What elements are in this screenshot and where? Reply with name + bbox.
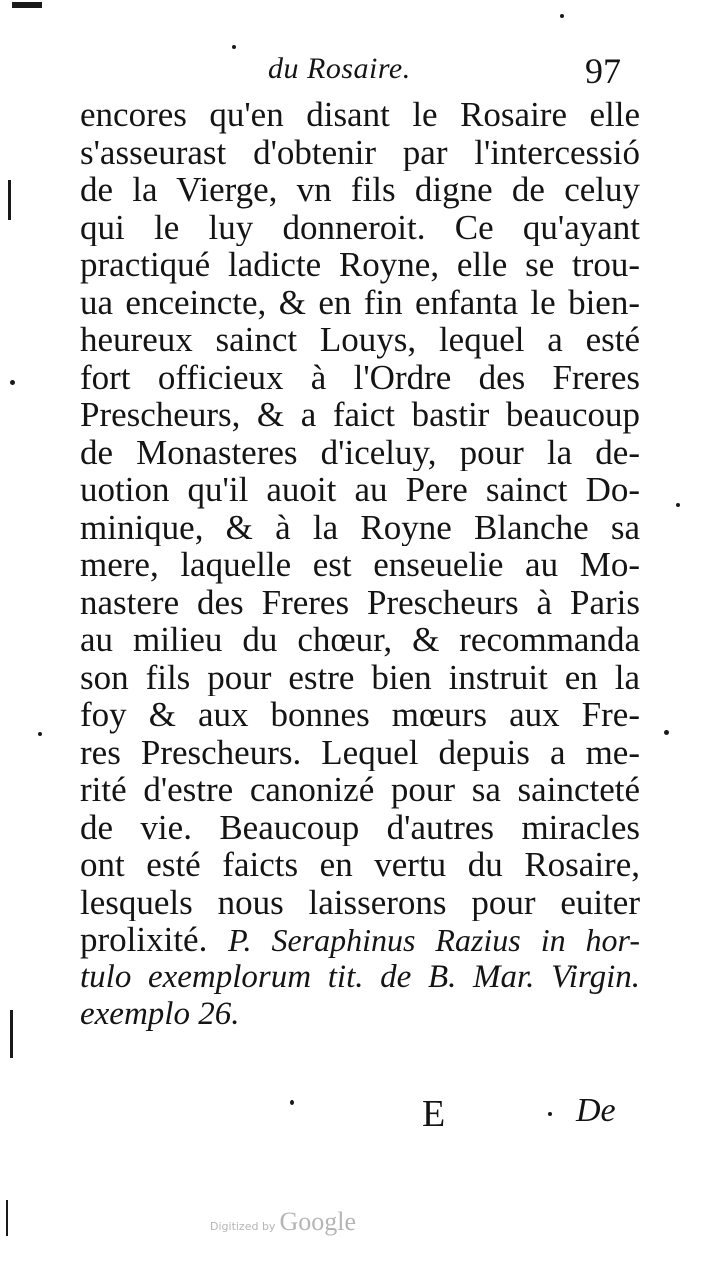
catchword: De — [576, 1092, 616, 1129]
text-line: uotion qu'il auoit au Pere sainct Do- — [80, 471, 640, 509]
scan-edge-mark — [12, 2, 42, 8]
text-line: res Prescheurs. Lequel depuis a me- — [80, 733, 640, 771]
scan-speck — [38, 732, 42, 736]
page-number: 97 — [585, 51, 621, 91]
scan-speck — [290, 1100, 294, 1105]
text-line: heureux sainct Louys, lequel a esté — [80, 321, 640, 359]
text-line: de Monasteres d'iceluy, pour la de- — [80, 433, 640, 471]
text-line: nastere des Freres Prescheurs à Paris — [80, 583, 640, 621]
text-line: son fils pour estre bien instruit en la — [80, 658, 640, 696]
scan-speck — [664, 730, 669, 735]
text-line: de la Vierge, vn fils digne de celuy — [80, 171, 640, 209]
running-title: du Rosaire. — [268, 52, 411, 85]
text-line: encores qu'en disant le Rosaire elle — [80, 96, 640, 134]
text-line: lesquels nous laisserons pour euiter — [80, 883, 640, 921]
text-line: foy & aux bonnes mœurs aux Fre- — [80, 696, 640, 734]
scan-speck — [548, 1112, 552, 1116]
text-line-with-citation — [80, 921, 640, 959]
citation-line: tulo exemplorum tit. de B. Mar. Virgin. — [80, 958, 640, 995]
scan-edge-mark — [8, 180, 11, 220]
text-line: ont esté faicts en vertu du Rosaire, — [80, 846, 640, 884]
scan-speck — [10, 380, 15, 385]
scan-edge-mark — [10, 1010, 13, 1058]
google-logo: Google — [279, 1207, 356, 1236]
text-line: mere, laquelle est enseuelie au Mo- — [80, 546, 640, 584]
citation-line: exemplo 26. — [80, 996, 240, 1032]
scan-speck — [676, 503, 680, 507]
text-line: s'asseurast d'obtenir par l'intercessió — [80, 133, 640, 171]
body-text — [80, 96, 640, 1034]
watermark-prefix: Digitized by — [210, 1220, 276, 1233]
scan-speck — [560, 14, 564, 18]
scan-speck — [232, 45, 236, 49]
text-line: qui le luy donneroit. Ce qu'ayant — [80, 208, 640, 246]
closing-word: prolixité. — [80, 921, 208, 959]
scan-edge-mark — [6, 1200, 8, 1236]
digitization-watermark — [210, 1207, 356, 1237]
text-line: au milieu du chœur, & recommanda — [80, 621, 640, 659]
text-line: ua enceincte, & en fin enfanta le bien- — [80, 283, 640, 321]
text-line: practiqué ladicte Royne, elle se trou- — [80, 246, 640, 284]
citation: P. Seraphinus Razius in hor- — [228, 922, 640, 958]
signature-mark: E — [422, 1093, 446, 1135]
text-line: fort officieux à l'Ordre des Freres — [80, 358, 640, 396]
text-line: minique, & à la Royne Blanche sa — [80, 508, 640, 546]
text-line: de vie. Beaucoup d'autres miracles — [80, 808, 640, 846]
text-line: rité d'estre canonizé pour sa saincteté — [80, 771, 640, 809]
text-line: Prescheurs, & a faict bastir beaucoup — [80, 396, 640, 434]
